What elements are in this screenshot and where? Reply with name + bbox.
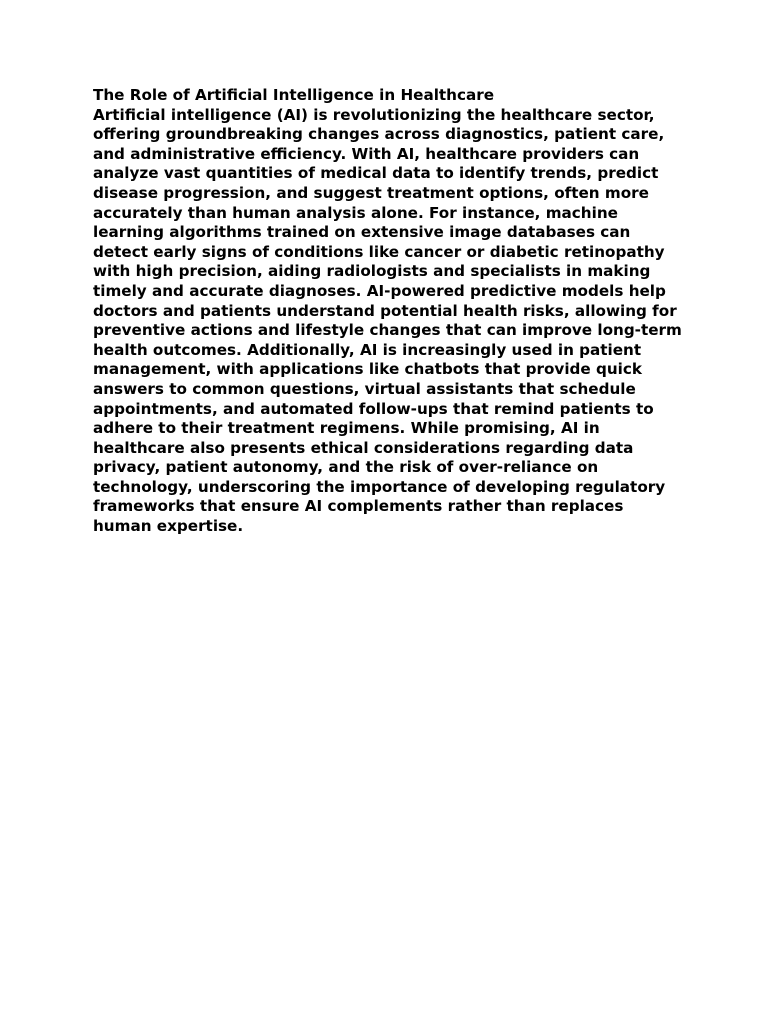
document-body: Artificial intelligence (AI) is revolutionizing the healthcare sector, offering groundbreaking changes across diagnostics, patient care, and administrative efficiency. With AI, healthcare providers can analyze vast quantities of medical data to identify trends, predict disease progression, and suggest treatment options, often more accurately than human analysis alone. For instance, machine learning algorithms trained on extensive image databases can detect early signs of conditions like cancer or diabetic retinopathy with high precision, aiding radiologists and specialists in making timely and accurate diagnoses. AI-powered predictive models help doctors and patients understand potential health risks, allowing for preventive actions and lifestyle changes that can improve long-term health outcomes. Additionally, AI is increasingly used in patient management, with applications like chatbots that provide quick answers to common questions, virtual assistants that schedule appointments, and automated follow-ups that remind patients to adhere to their treatment regimens. While promising, AI in healthcare also presents ethical considerations regarding data privacy, patient autonomy, and the risk of over-reliance on technology, underscoring the importance of developing regulatory frameworks that ensure AI complements rather than replaces human expertise. — [93, 105, 682, 536]
document-title: The Role of Artificial Intelligence in Healthcare — [93, 86, 495, 104]
document-content — [93, 86, 683, 537]
